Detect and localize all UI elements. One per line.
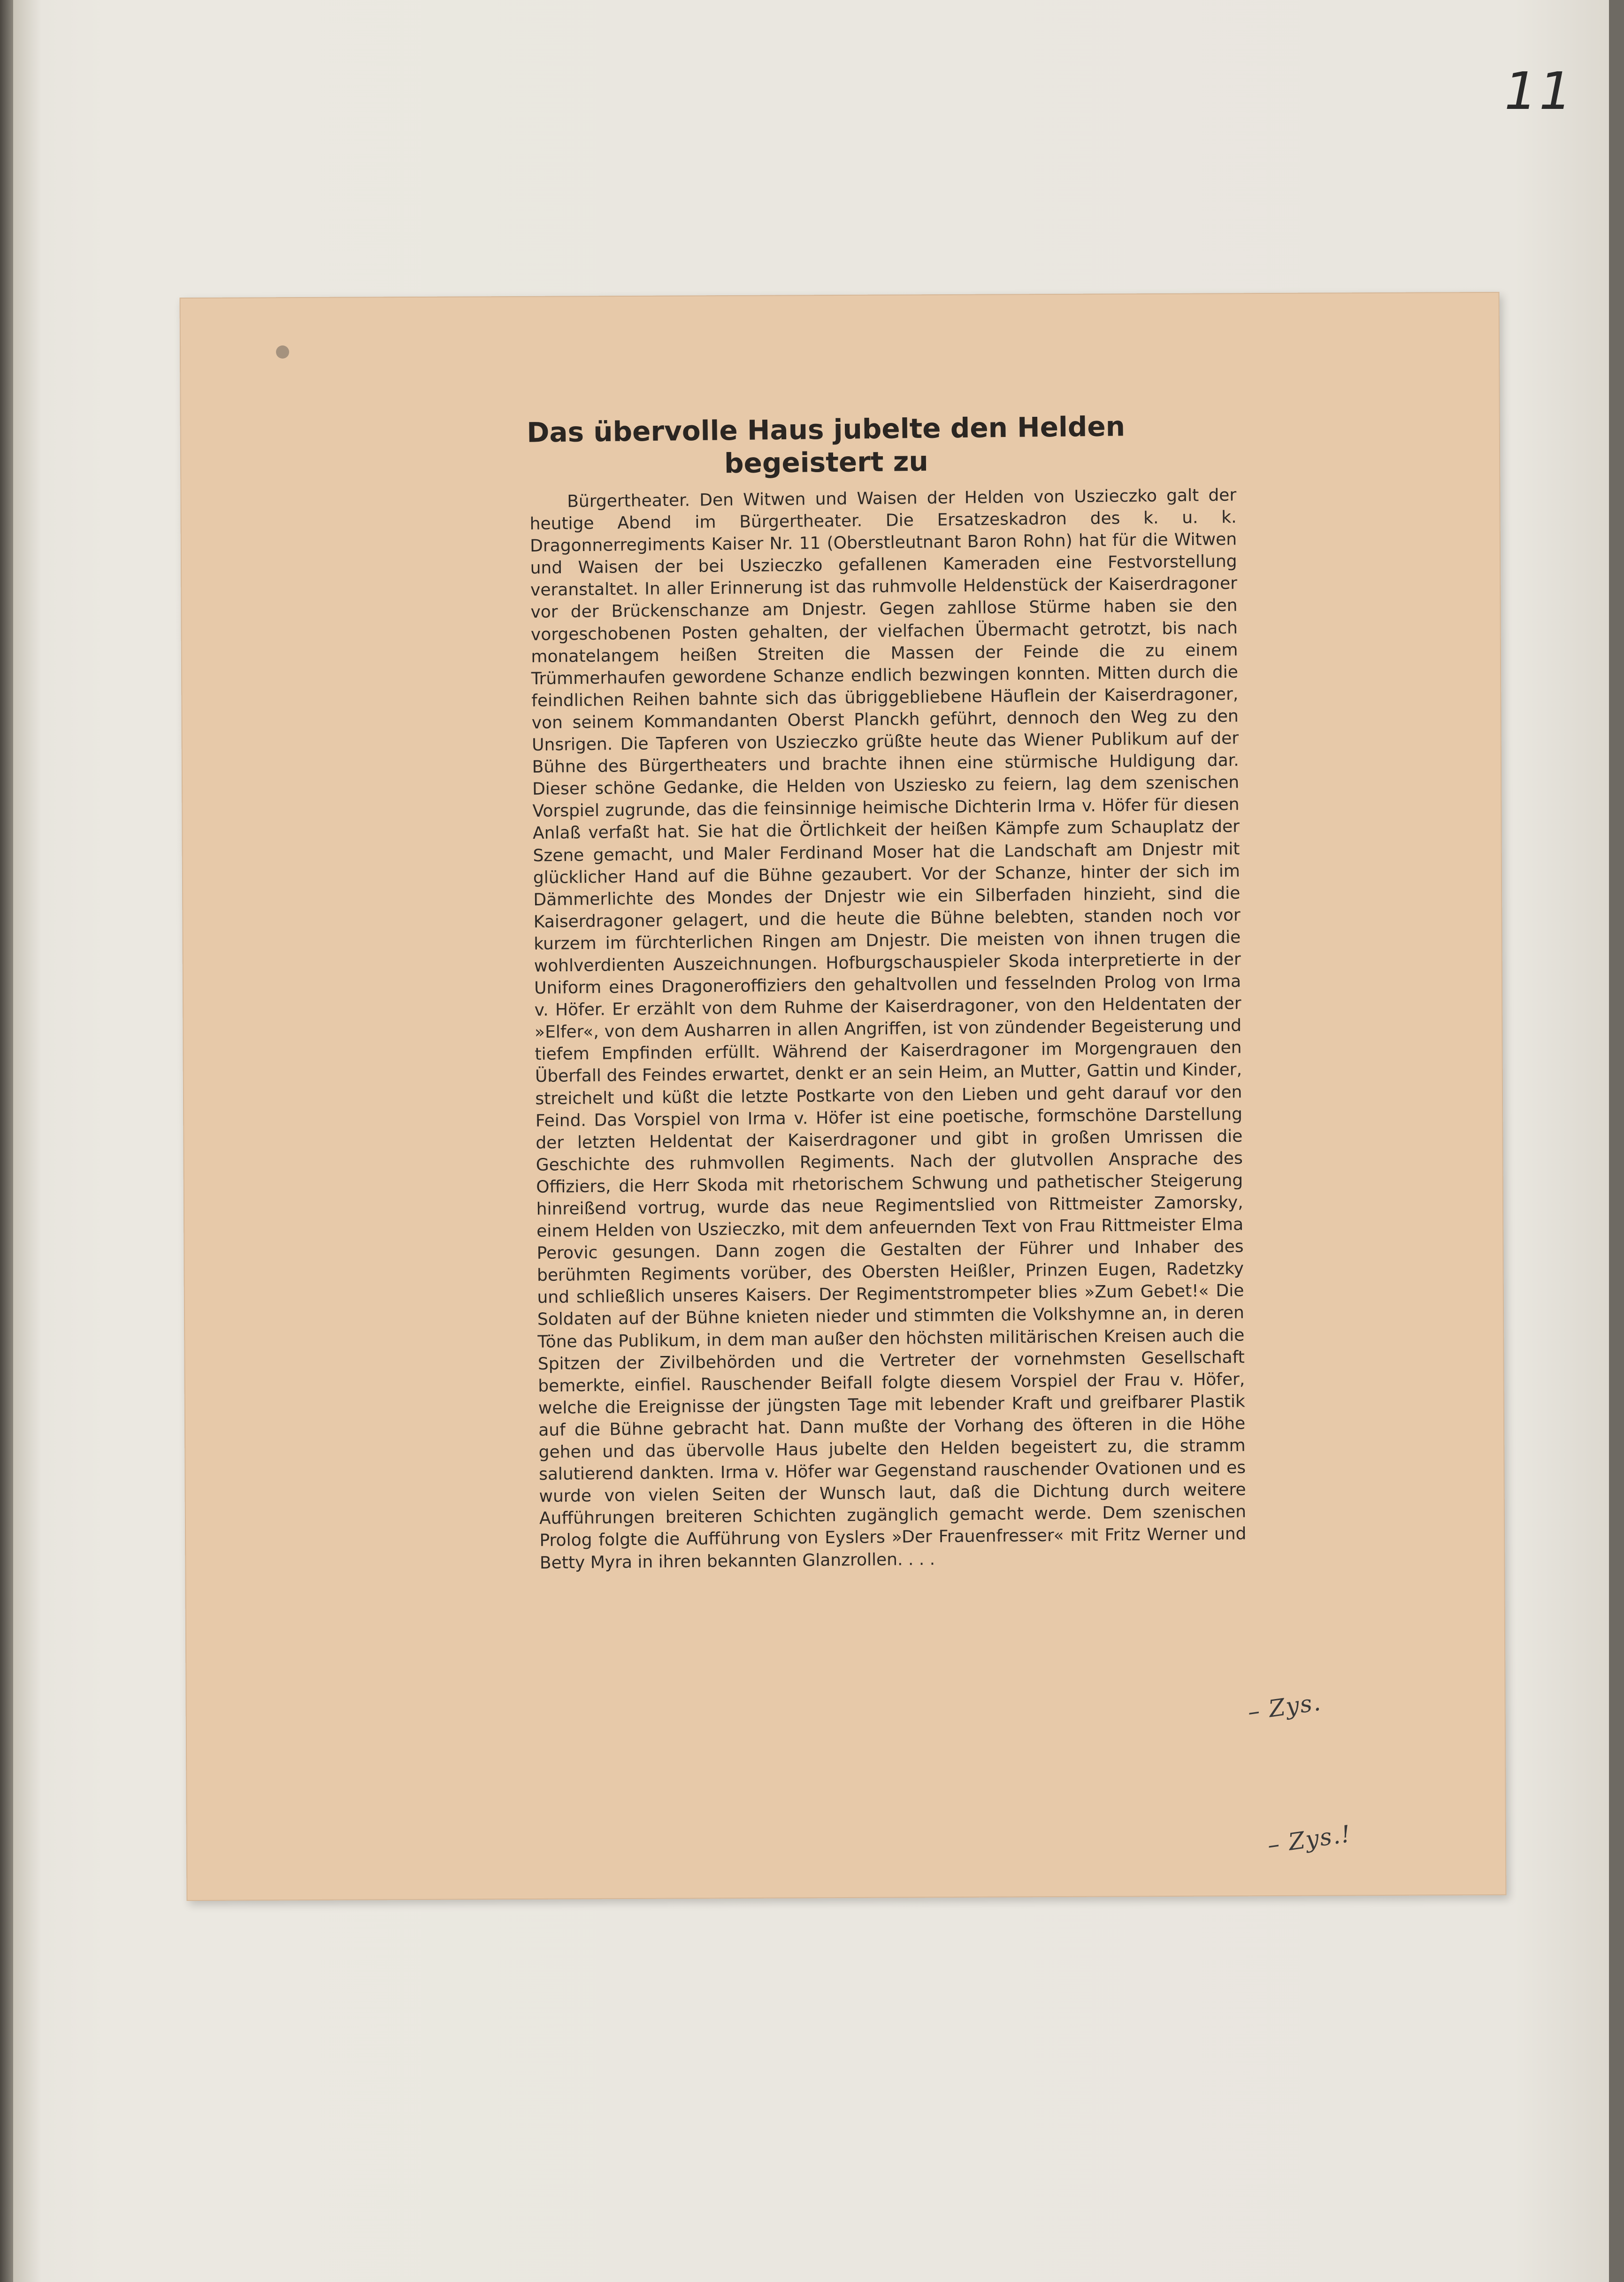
book-spine <box>0 0 13 2282</box>
article-body: Bürgertheater. Den Witwen und Waisen der Helden von Uszieczko galt der heutige Abend im Bürgertheater. Die Ersatzeskadron des k. u. k. Dragonnerregiments Kaiser Nr. 11 (Oberstleutnant Baron Rohn) hat für die Witwen und Waisen der bei Uszieczko gefallenen Kameraden eine Festvorstellung veranstaltet. In aller Erinnerung ist das ruhmvolle Heldenstück der Kaiserdragoner vor der Brückenschanze am Dnjestr. Gegen zahllose Stürme haben sie den vorgeschobenen Posten gehalten, der vielfachen Übermacht getrotzt, bis nach monatelangem heißen Streiten die Massen der Feinde die zu einem Trümmerhaufen gewordene Schanze endlich bezwingen konnten. Mitten durch die feindlichen Reihen bahnte sich das übriggebliebene Häuflein der Kaiserdragoner, von seinem Kommandanten Oberst Planckh geführt, dennoch den Weg zu den Unsrigen. Die Tapferen von Uszieczko grüßte heute das Wiener Publikum auf der Bühne des Bürgertheaters und brachte ihnen eine stürmische Huldigung dar. Dieser schöne Gedanke, die Helden von Usziesko zu feiern, lag dem szenischen Vorspiel zugrunde, das die feinsinnige heimische Dichterin Irma v. Höfer für diesen Anlaß verfaßt hat. Sie hat die Örtlichkeit der heißen Kämpfe zum Schauplatz der Szene gemacht, und Maler Ferdinand Moser hat die Landschaft am Dnjestr mit glücklicher Hand auf die Bühne gezaubert. Vor der Schanze, hinter der sich im Dämmerlichte des Mondes der Dnjestr wie ein Silberfaden hinzieht, sind die Kaiserdragoner gelagert, und die heute die Bühne belebten, standen noch vor kurzem im fürchterlichen Ringen am Dnjestr. Die meisten von ihnen trugen die wohlverdienten Auszeichnungen. Hofburgschauspieler Skoda interpretierte in der Uniform eines Dragoneroffiziers den gehaltvollen und fesselnden Prolog von Irma v. Höfer. Er erzählt von dem Ruhme der Kaiserdragoner, von den Heldentaten der »Elfer«, von dem Ausharren in allen Angriffen, ist von zündender Begeisterung und tiefem Empfinden erfüllt. Während der Kaiserdragoner im Morgengrauen den Überfall des Feindes erwartet, denkt er an sein Heim, an Mutter, Gattin und Kinder, streichelt und küßt die letzte Postkarte von den Lieben und geht darauf vor den Feind. Das Vorspiel von Irma v. Höfer ist eine poetische, formschöne Darstellung der letzten Heldentat der Kaiserdragoner und gibt in großen Umrissen die Geschichte des ruhmvollen Regiments. Nach der glutvollen Ansprache des Offiziers, die Herr Skoda mit rhetorischem Schwung und pathetischer Steigerung hinreißend vortrug, wurde das neue Regimentslied von Rittmeister Zamorsky, einem Helden von Uszieczko, mit dem anfeuernden Text von Frau Rittmeister Elma Perovic gesungen. Dann zogen die Gestalten der Führer und Inhaber des berühmten Regiments vorüber, des Obersten Heißler, Prinzen Eugen, Radetzky und schließlich unseres Kaisers. Der Regimentstrompeter blies »Zum Gebet!« Die Soldaten auf der Bühne knieten nieder und stimmten die Volkshymne an, in deren Töne das Publikum, in dem man außer den höchsten militärischen Kreisen auch die Spitzen der Zivilbehörden und die Vertreter der vornehmsten Gesellschaft bemerkte, einfiel. Rauschender Beifall folgte diesem Vorspiel der Frau v. Höfer, welche die Ereignisse der jüngsten Tage mit lebender Kraft und greifbarer Plastik auf die Bühne gebracht hat. Dann mußte der Vorhang des öfteren in die Höhe gehen und das übervolle Haus jubelte den Helden begeistert zu, die stramm salutierend dankten. Irma v. Höfer war Gegenstand rauschender Ovationen und es wurde von vielen Seiten der Wunsch laut, daß die Dichtung durch weitere Aufführungen breiteren Schichten zugänglich gemacht werde. Dem szenischen Prolog folgte die Aufführung von Eyslers »Der Frauenfresser« mit Fritz Werner und Betty Myra in ihren bekannten Glanzrollen. . . . <box>529 485 1247 1573</box>
handwritten-note: – Zys. <box>1246 1688 1323 1726</box>
clipping-article <box>529 484 1247 1574</box>
handwritten-note: – Zys.! <box>1265 1820 1353 1859</box>
page-number: 11 <box>1504 61 1574 121</box>
clipping-headline: Das übervolle Haus jubelte den Helden begeistert zu <box>526 410 1126 480</box>
punch-hole-mark <box>276 345 289 359</box>
